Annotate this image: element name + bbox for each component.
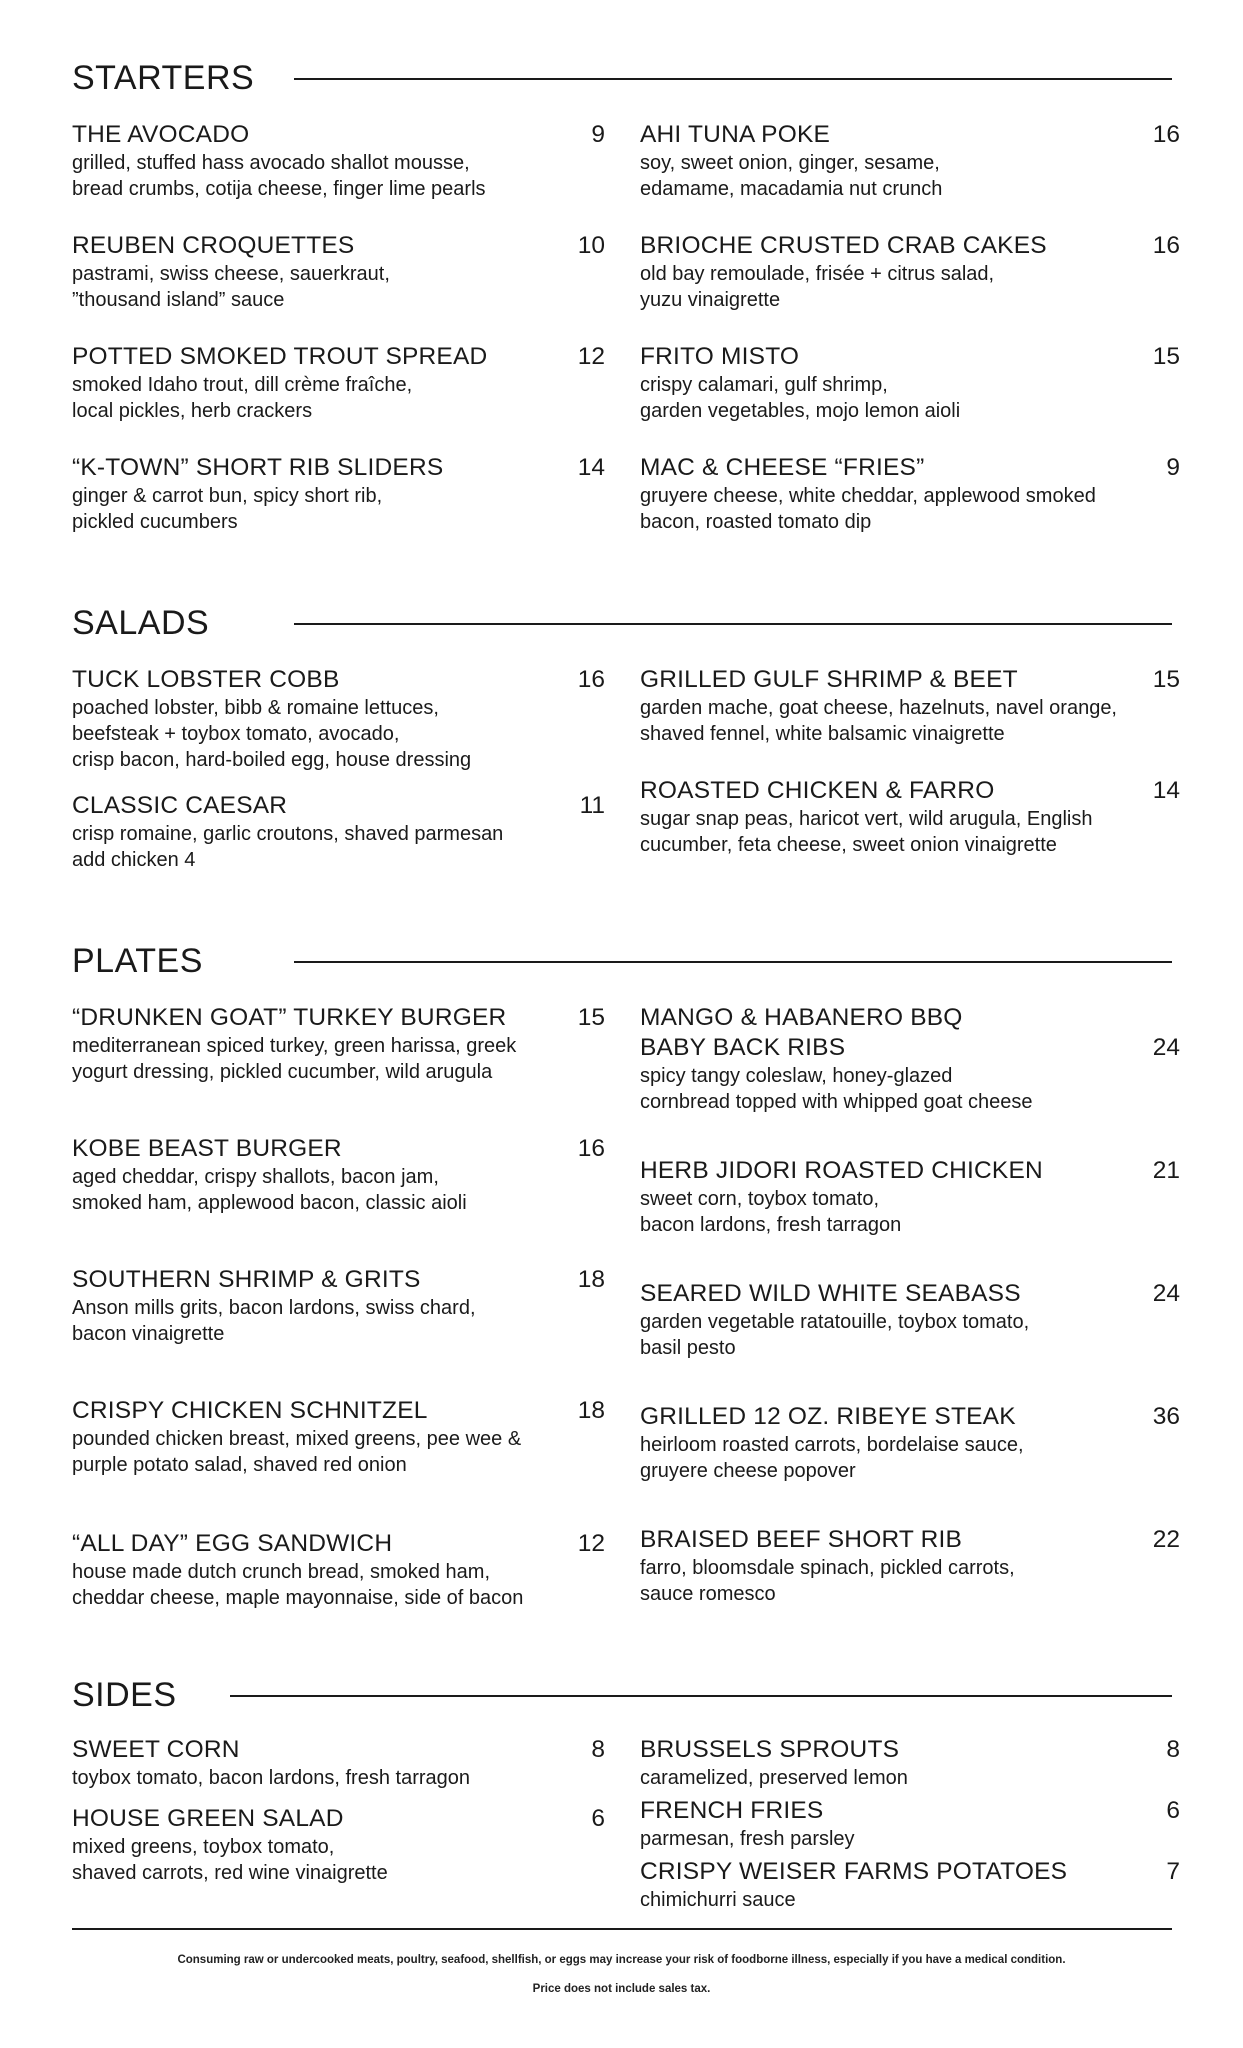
item-description: caramelized, preserved lemon [640, 1767, 908, 1789]
menu-item [72, 231, 605, 313]
item-description: house made dutch crunch bread, smoked ham, cheddar cheese, maple mayonnaise, side of bacon [72, 1561, 524, 1609]
footer-divider [72, 1928, 1172, 1930]
menu-item [640, 120, 1180, 202]
item-description: chimichurri sauce [640, 1889, 796, 1911]
item-name: SWEET CORN [72, 1736, 240, 1763]
item-price: 11 [579, 792, 605, 819]
item-description: farro, bloomsdale spinach, pickled carrots, sauce romesco [640, 1557, 1015, 1605]
item-name: “DRUNKEN GOAT” TURKEY BURGER [72, 1004, 507, 1031]
menu-item [72, 1396, 605, 1478]
menu-item [640, 1156, 1180, 1238]
menu-item [640, 665, 1180, 747]
menu-item [640, 1279, 1180, 1361]
item-name: “K-TOWN” SHORT RIB SLIDERS [72, 454, 444, 481]
item-name: ROASTED CHICKEN & FARRO [640, 777, 995, 804]
item-name: THE AVOCADO [72, 121, 250, 148]
item-description: gruyere cheese, white cheddar, applewood smoked bacon, roasted tomato dip [640, 485, 1096, 533]
item-price: 10 [577, 232, 605, 259]
item-description: crispy calamari, gulf shrimp, garden vegetables, mojo lemon aioli [640, 374, 961, 422]
item-description: old bay remoulade, frisée + citrus salad, yuzu vinaigrette [640, 263, 995, 311]
item-description: grilled, stuffed hass avocado shallot mousse, bread crumbs, cotija cheese, finger lime pearls [72, 152, 486, 200]
section-divider [294, 623, 1172, 625]
item-description: poached lobster, bibb & romaine lettuces, beefsteak + toybox tomato, avocado, crisp bacon, hard-boiled egg, house dressing [72, 697, 472, 771]
menu-item [72, 120, 605, 202]
menu-item [640, 1796, 1180, 1852]
item-description: mixed greens, toybox tomato, shaved carrots, red wine vinaigrette [72, 1836, 388, 1884]
item-price: 15 [1152, 343, 1180, 370]
menu-item [72, 1529, 605, 1611]
item-description: Anson mills grits, bacon lardons, swiss chard, bacon vinaigrette [72, 1297, 476, 1345]
item-price: 9 [1166, 454, 1180, 481]
menu-item [72, 1804, 605, 1886]
item-name: FRITO MISTO [640, 343, 800, 370]
item-name: POTTED SMOKED TROUT SPREAD [72, 343, 488, 370]
item-name: BRIOCHE CRUSTED CRAB CAKES [640, 232, 1047, 259]
item-name: MANGO & HABANERO BBQ BABY BACK RIBS [640, 1004, 963, 1061]
item-name: AHI TUNA POKE [640, 121, 831, 148]
menu-item [72, 1735, 605, 1791]
item-price: 8 [1166, 1736, 1180, 1763]
item-name: TUCK LOBSTER COBB [72, 666, 340, 693]
menu-item [640, 231, 1180, 313]
item-price: 16 [577, 666, 605, 693]
item-name: KOBE BEAST BURGER [72, 1135, 342, 1162]
item-price: 14 [577, 454, 605, 481]
item-price: 14 [1152, 777, 1180, 804]
item-price: 12 [577, 1530, 605, 1557]
item-description: sweet corn, toybox tomato, bacon lardons, fresh tarragon [640, 1188, 902, 1236]
item-name: FRENCH FRIES [640, 1797, 824, 1824]
menu-item [640, 1003, 1180, 1115]
item-name: CRISPY CHICKEN SCHNITZEL [72, 1397, 428, 1424]
section-divider [294, 961, 1172, 963]
item-price: 16 [1152, 232, 1180, 259]
item-description: soy, sweet onion, ginger, sesame, edamame, macadamia nut crunch [640, 152, 943, 200]
section-divider [230, 1695, 1172, 1697]
salads-header [72, 601, 1172, 645]
item-name: “ALL DAY” EGG SANDWICH [72, 1530, 393, 1557]
item-price: 21 [1152, 1157, 1180, 1184]
item-name: CRISPY WEISER FARMS POTATOES [640, 1858, 1068, 1885]
item-name: MAC & CHEESE “FRIES” [640, 454, 925, 481]
item-name: BRUSSELS SPROUTS [640, 1736, 900, 1763]
menu-item [72, 453, 605, 535]
item-description: spicy tangy coleslaw, honey-glazed cornbread topped with whipped goat cheese [640, 1065, 1033, 1113]
item-name: GRILLED 12 OZ. RIBEYE STEAK [640, 1403, 1016, 1430]
item-name: BRAISED BEEF SHORT RIB [640, 1526, 963, 1553]
item-name: REUBEN CROQUETTES [72, 232, 355, 259]
item-description: mediterranean spiced turkey, green harissa, greek yogurt dressing, pickled cucumber, wild arugula [72, 1035, 517, 1083]
item-description: garden vegetable ratatouille, toybox tomato, basil pesto [640, 1311, 1030, 1359]
section-title: SIDES [72, 1676, 177, 1714]
item-price: 6 [1166, 1797, 1180, 1824]
item-price: 12 [577, 343, 605, 370]
menu-item [640, 776, 1180, 858]
menu-item [640, 1402, 1180, 1484]
menu-item [72, 665, 605, 773]
menu-item [640, 1857, 1180, 1913]
menu-item [640, 342, 1180, 424]
plates-header [72, 939, 1172, 983]
item-description: crisp romaine, garlic croutons, shaved parmesan add chicken 4 [72, 823, 504, 871]
item-description: heirloom roasted carrots, bordelaise sauce, gruyere cheese popover [640, 1434, 1024, 1482]
item-price: 18 [577, 1266, 605, 1293]
item-description: parmesan, fresh parsley [640, 1828, 855, 1850]
menu-item [72, 342, 605, 424]
item-name: HOUSE GREEN SALAD [72, 1805, 344, 1832]
item-name: SOUTHERN SHRIMP & GRITS [72, 1266, 421, 1293]
item-price: 6 [591, 1805, 605, 1832]
starters-header [72, 56, 1172, 100]
item-price: 16 [1152, 121, 1180, 148]
item-description: smoked Idaho trout, dill crème fraîche, local pickles, herb crackers [72, 374, 413, 422]
item-description: toybox tomato, bacon lardons, fresh tarragon [72, 1767, 471, 1789]
item-price: 16 [577, 1135, 605, 1162]
menu-item [640, 1735, 1180, 1791]
item-price: 24 [1152, 1034, 1180, 1061]
item-description: pounded chicken breast, mixed greens, pee wee & purple potato salad, shaved red onion [72, 1428, 522, 1476]
item-price: 15 [1152, 666, 1180, 693]
item-name: SEARED WILD WHITE SEABASS [640, 1280, 1021, 1307]
item-price: 9 [591, 121, 605, 148]
menu-item [72, 1003, 605, 1085]
section-divider [294, 78, 1172, 80]
item-price: 8 [591, 1736, 605, 1763]
menu-item [72, 791, 605, 873]
item-price: 7 [1166, 1858, 1180, 1885]
section-title: SALADS [72, 604, 210, 642]
menu-item [640, 1525, 1180, 1607]
item-price: 36 [1152, 1403, 1180, 1430]
item-price: 22 [1152, 1526, 1180, 1553]
item-description: garden mache, goat cheese, hazelnuts, navel orange, shaved fennel, white balsamic vinaigrette [640, 697, 1117, 745]
item-name: GRILLED GULF SHRIMP & BEET [640, 666, 1018, 693]
menu-item [640, 453, 1180, 535]
food-safety-notice: Consuming raw or undercooked meats, poultry, seafood, shellfish, or eggs may increase your risk of foodborne illness, especially if you have a medical condition. [177, 1954, 1066, 1966]
item-description: aged cheddar, crispy shallots, bacon jam, smoked ham, applewood bacon, classic aioli [72, 1166, 467, 1214]
section-title: PLATES [72, 942, 203, 980]
item-name: CLASSIC CAESAR [72, 792, 288, 819]
item-description: pastrami, swiss cheese, sauerkraut, ”thousand island” sauce [72, 263, 390, 311]
item-price: 24 [1152, 1280, 1180, 1307]
item-description: sugar snap peas, haricot vert, wild arugula, English cucumber, feta cheese, sweet onion vinaigrette [640, 808, 1093, 856]
item-price: 18 [577, 1397, 605, 1424]
menu-item [72, 1134, 605, 1216]
item-name: HERB JIDORI ROASTED CHICKEN [640, 1157, 1043, 1184]
tax-notice: Price does not include sales tax. [532, 1983, 711, 1995]
item-price: 15 [577, 1004, 605, 1031]
item-description: ginger & carrot bun, spicy short rib, pickled cucumbers [72, 485, 383, 533]
menu-item [72, 1265, 605, 1347]
section-title: STARTERS [72, 59, 255, 97]
sides-header [72, 1673, 1172, 1717]
